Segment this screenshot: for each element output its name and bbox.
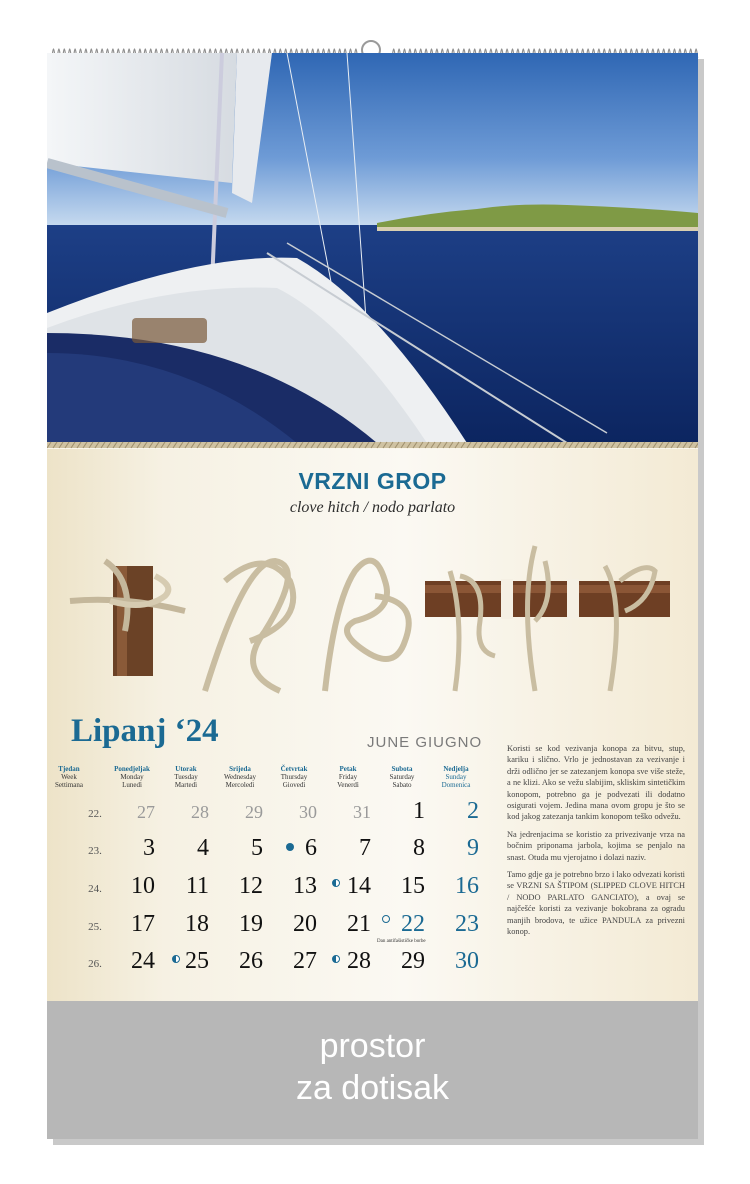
calendar-day: 5 [251, 835, 263, 861]
calendar-day: 28 [191, 802, 209, 822]
calendar-day: 18 [185, 911, 209, 937]
knot-description [507, 743, 685, 944]
moon-phase-icon [172, 955, 180, 963]
calendar-day: 26 [239, 948, 263, 974]
weekday-label-en: Tuesday [174, 773, 198, 781]
weekday-label-it: Mercoledì [225, 781, 255, 789]
weekday-label-en: Sunday [445, 773, 467, 781]
knot-loops-illustration [205, 561, 293, 691]
calendar-day: 29 [245, 802, 263, 822]
calendar-day: 30 [455, 948, 479, 974]
calendar-day: 28 [347, 948, 371, 974]
weekday-label-hr: Ponedjeljak [114, 765, 150, 773]
calendar-day: 12 [239, 873, 263, 899]
calendar-day: 20 [293, 911, 317, 937]
weekday-label-en: Week [61, 773, 77, 781]
moon-phase-icon [332, 879, 340, 887]
calendar-day: 24 [131, 948, 155, 974]
weekday-label-hr: Subota [391, 765, 413, 773]
weekday-label-en: Friday [338, 773, 358, 781]
knot-title: VRZNI GROP [298, 468, 447, 494]
weekday-label-hr: Utorak [175, 765, 197, 773]
weekday-label-it: Giovedì [282, 781, 306, 789]
weekday-header [213, 765, 267, 789]
weekday-label-en: Thursday [280, 773, 308, 781]
weekday-label-hr: Srijeda [229, 765, 251, 773]
holiday-note: Dan antifašističke borbe [377, 939, 426, 944]
weekday-label-hr: Tjedan [58, 765, 80, 773]
calendar-day: 22 [401, 911, 425, 937]
weekday-label-it: Venerdì [337, 781, 359, 789]
calendar-day: 30 [299, 802, 317, 822]
weekday-label-en: Wednesday [223, 773, 257, 781]
weekday-header [375, 765, 429, 789]
week-number: 22. [88, 808, 102, 820]
calendar-day: 14 [347, 873, 371, 899]
weekday-header [321, 765, 375, 789]
calendar-day: 13 [293, 873, 317, 899]
weekday-label-it: Sabato [392, 781, 412, 789]
description-paragraph: Koristi se kod vezivanja konopa za bitvu, stup, kariku i slično. Vrlo je jednostavan za vezivanje i drži odlično jer se zatezanjem konopa sve više steže, a ne klizi. Ako se vežu slabijim, skliskim sintetičkim konopom, potrebno ga je podvezati ili dodatno osigurati vojem. Jedina mana ovom gropu je što se kod jakog zatezanja tankim konopom teško odvežu. [507, 744, 685, 822]
calendar-day: 1 [413, 798, 425, 824]
knot-subtitle: clove hitch / nodo parlato [289, 499, 456, 516]
weekday-header [105, 765, 159, 789]
weekday-label-hr: Četvrtak [280, 765, 308, 773]
month-title: Lipanj ‘24 [71, 713, 219, 749]
week-number: 24. [88, 883, 102, 895]
calendar-day: 27 [137, 802, 155, 822]
calendar-day: 25 [185, 948, 209, 974]
weekday-label-en: Saturday [389, 773, 415, 781]
calendar-day: 6 [305, 835, 317, 861]
weekday-header [159, 765, 213, 789]
week-number: 26. [88, 958, 102, 970]
moon-phase-icon [286, 843, 294, 851]
imprint-area [47, 1001, 698, 1139]
weekday-header [51, 765, 87, 789]
weekday-label-en: Monday [120, 773, 144, 781]
weekday-label-hr: Nedjelja [443, 765, 469, 773]
knot-bar-illustration [425, 546, 670, 691]
calendar-day: 15 [401, 873, 425, 899]
imprint-line-1: prostor [319, 1027, 426, 1065]
knot-illustrations [65, 541, 675, 701]
calendar-grid [47, 765, 487, 1005]
calendar-day: 2 [467, 798, 479, 824]
calendar-day: 8 [413, 835, 425, 861]
calendar-day: 16 [455, 873, 479, 899]
description-paragraph: Tamo gdje ga je potrebno brzo i lako odvezati koristi se VRZNI SA ŠTIPOM (SLIPPED CLOVE HITCH / NODO PARLATO GANCIATO), a ovaj se najčešće koristi za vezivanje bokobrana za ogradu manjih brodova, te užice PANDULA za privezni konop. [507, 870, 685, 937]
calendar-day: 10 [131, 873, 155, 899]
weekday-header [429, 765, 483, 789]
week-number: 25. [88, 921, 102, 933]
moon-phase-icon [332, 955, 340, 963]
moon-phase-icon [382, 915, 390, 923]
calendar-day: 3 [143, 835, 155, 861]
calendar-day: 7 [359, 835, 371, 861]
weekday-label-it: Martedì [174, 781, 198, 789]
weekday-label-it: Settimana [55, 781, 83, 789]
weekday-label-it: Lunedì [122, 781, 142, 789]
calendar-day: 4 [197, 835, 209, 861]
month-alt-names: JUNE GIUGNO [367, 734, 483, 751]
weekday-label-it: Domenica [441, 781, 471, 789]
calendar-day: 27 [293, 948, 317, 974]
knot-post-illustration [70, 561, 185, 676]
calendar-day: 19 [239, 911, 263, 937]
calendar-day: 31 [353, 802, 371, 822]
knot-figure-illustration [325, 561, 409, 691]
calendar-day: 17 [131, 911, 155, 937]
weekday-label-hr: Petak [339, 765, 357, 773]
calendar-day: 11 [185, 873, 209, 899]
week-number: 23. [88, 845, 102, 857]
calendar-day: 23 [455, 911, 479, 937]
description-paragraph: Na jedrenjacima se koristio za privezivanje vrza na bočnim priponama jarbola, kojima se penjalo na snast. Otuda mu vjerojatno i dolazi naziv. [507, 829, 685, 862]
imprint-line-2: za dotisak [295, 1069, 450, 1107]
calendar-day: 29 [401, 948, 425, 974]
weekday-header [267, 765, 321, 789]
calendar-day: 21 [347, 911, 371, 937]
calendar-day: 9 [467, 835, 479, 861]
